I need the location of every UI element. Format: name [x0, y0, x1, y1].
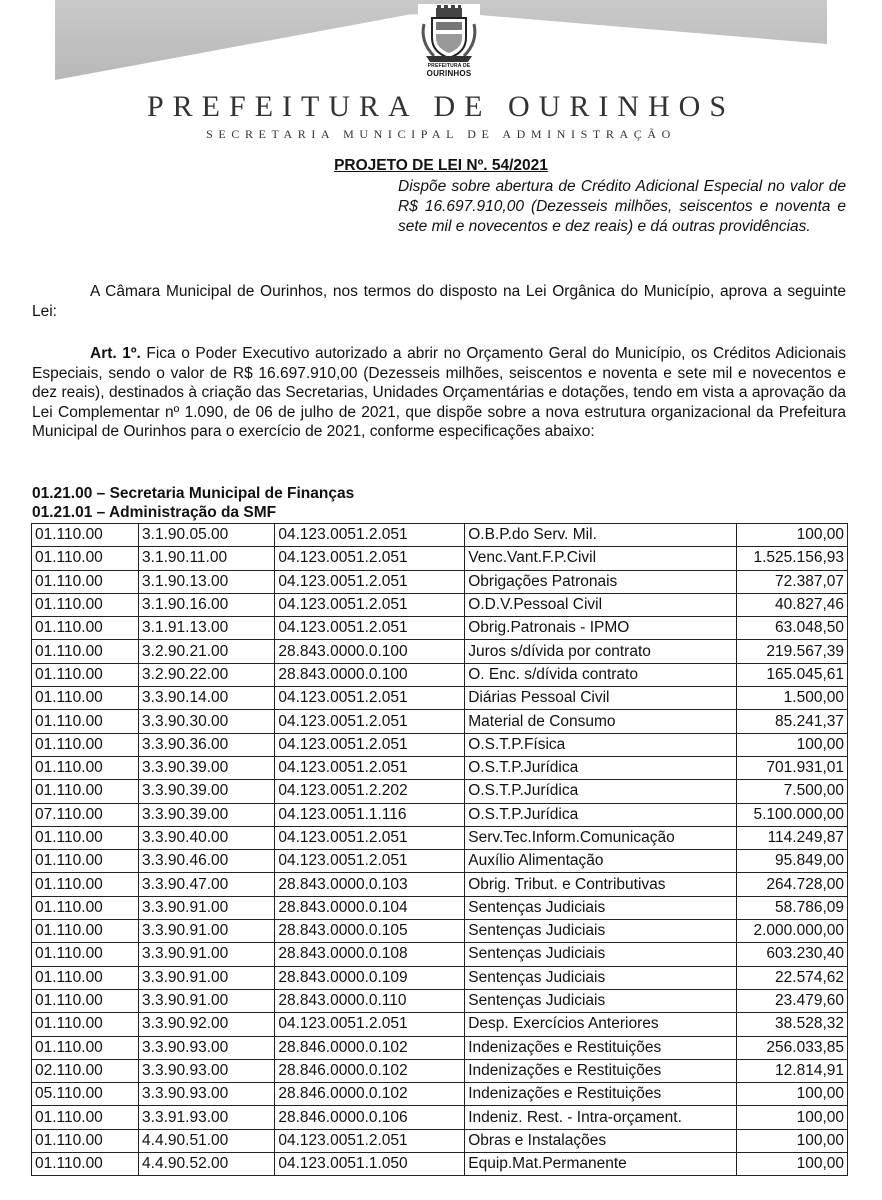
description-cell: Juros s/dívida por contrato: [465, 640, 737, 663]
coat-of-arms-icon: [418, 4, 480, 64]
source-code-cell: 07.110.00: [32, 803, 139, 826]
description-cell: Indenizações e Restituições: [465, 1083, 737, 1106]
functional-code-cell: 04.123.0051.2.051: [275, 524, 465, 547]
functional-code-cell: 04.123.0051.2.051: [275, 593, 465, 616]
functional-code-cell: 04.123.0051.2.051: [275, 687, 465, 710]
description-cell: O.S.T.P.Jurídica: [465, 803, 737, 826]
table-row: [32, 896, 848, 919]
amount-cell: 100,00: [736, 1083, 847, 1106]
economic-code-cell: 3.3.90.39.00: [139, 803, 275, 826]
economic-code-cell: 3.3.90.39.00: [139, 756, 275, 779]
functional-code-cell: 04.123.0051.2.051: [275, 1129, 465, 1152]
functional-code-cell: 04.123.0051.1.116: [275, 803, 465, 826]
table-row: [32, 756, 848, 779]
source-code-cell: 01.110.00: [32, 547, 139, 570]
section-heading-finance: 01.21.00 – Secretaria Municipal de Finanças: [32, 485, 355, 502]
description-cell: O. Enc. s/dívida contrato: [465, 663, 737, 686]
table-row: [32, 873, 848, 896]
source-code-cell: 01.110.00: [32, 756, 139, 779]
description-cell: Equip.Mat.Permanente: [465, 1153, 737, 1176]
functional-code-cell: 04.123.0051.2.051: [275, 547, 465, 570]
bill-title: PROJETO DE LEI Nº. 54/2021: [334, 157, 548, 174]
functional-code-cell: 28.843.0000.0.103: [275, 873, 465, 896]
functional-code-cell: 28.846.0000.0.102: [275, 1059, 465, 1082]
functional-code-cell: 28.843.0000.0.105: [275, 920, 465, 943]
economic-code-cell: 4.4.90.51.00: [139, 1129, 275, 1152]
economic-code-cell: 3.3.90.91.00: [139, 966, 275, 989]
table-row: [32, 1059, 848, 1082]
description-cell: Venc.Vant.F.P.Civil: [465, 547, 737, 570]
city-crest-logo: [418, 4, 480, 80]
article-label: Art. 1º.: [90, 345, 141, 362]
source-code-cell: 01.110.00: [32, 710, 139, 733]
amount-cell: 603.230,40: [736, 943, 847, 966]
description-cell: O.S.T.P.Física: [465, 733, 737, 756]
amount-cell: 100,00: [736, 1153, 847, 1176]
amount-cell: 12.814,91: [736, 1059, 847, 1082]
source-code-cell: 01.110.00: [32, 850, 139, 873]
amount-cell: 38.528,32: [736, 1013, 847, 1036]
functional-code-cell: 04.123.0051.2.051: [275, 850, 465, 873]
amount-cell: 264.728,00: [736, 873, 847, 896]
description-cell: Obrig.Patronais - IPMO: [465, 617, 737, 640]
economic-code-cell: 3.1.91.13.00: [139, 617, 275, 640]
description-cell: O.B.P.do Serv. Mil.: [465, 524, 737, 547]
description-cell: Indenizações e Restituições: [465, 1059, 737, 1082]
description-cell: Indeniz. Rest. - Intra-orçament.: [465, 1106, 737, 1129]
bill-summary: Dispõe sobre abertura de Crédito Adicional Especial no valor de R$ 16.697.910,00 (Dezesseis milhões, seiscentos e noventa e sete mil e novecentos e dez reais) e dá outras providências.: [398, 178, 846, 235]
description-cell: Sentenças Judiciais: [465, 966, 737, 989]
description-cell: Material de Consumo: [465, 710, 737, 733]
amount-cell: 58.786,09: [736, 896, 847, 919]
amount-cell: 100,00: [736, 733, 847, 756]
amount-cell: 23.479,60: [736, 989, 847, 1012]
economic-code-cell: 3.3.90.93.00: [139, 1083, 275, 1106]
functional-code-cell: 28.843.0000.0.109: [275, 966, 465, 989]
functional-code-cell: 28.846.0000.0.102: [275, 1083, 465, 1106]
functional-code-cell: 28.843.0000.0.104: [275, 896, 465, 919]
budget-table: [31, 523, 848, 1176]
table-row: [32, 1013, 848, 1036]
source-code-cell: 01.110.00: [32, 617, 139, 640]
description-cell: Sentenças Judiciais: [465, 943, 737, 966]
table-row: [32, 663, 848, 686]
source-code-cell: 01.110.00: [32, 593, 139, 616]
amount-cell: 5.100.000,00: [736, 803, 847, 826]
table-row: [32, 943, 848, 966]
source-code-cell: 01.110.00: [32, 570, 139, 593]
table-row: [32, 780, 848, 803]
economic-code-cell: 3.3.90.91.00: [139, 989, 275, 1012]
amount-cell: 1.525.156,93: [736, 547, 847, 570]
functional-code-cell: 04.123.0051.2.051: [275, 733, 465, 756]
economic-code-cell: 3.3.90.47.00: [139, 873, 275, 896]
description-cell: Serv.Tec.Inform.Comunicação: [465, 826, 737, 849]
amount-cell: 72.387,07: [736, 570, 847, 593]
description-cell: Auxílio Alimentação: [465, 850, 737, 873]
amount-cell: 85.241,37: [736, 710, 847, 733]
functional-code-cell: 04.123.0051.2.202: [275, 780, 465, 803]
economic-code-cell: 3.3.90.93.00: [139, 1036, 275, 1059]
table-row: [32, 687, 848, 710]
description-cell: Sentenças Judiciais: [465, 920, 737, 943]
source-code-cell: 01.110.00: [32, 524, 139, 547]
functional-code-cell: 04.123.0051.2.051: [275, 826, 465, 849]
economic-code-cell: 3.3.90.30.00: [139, 710, 275, 733]
functional-code-cell: 28.843.0000.0.110: [275, 989, 465, 1012]
economic-code-cell: 4.4.90.52.00: [139, 1153, 275, 1176]
preamble-paragraph: A Câmara Municipal de Ourinhos, nos termos do disposto na Lei Orgânica do Município, aprova a seguinte Lei:: [32, 283, 846, 320]
source-code-cell: 01.110.00: [32, 989, 139, 1012]
table-row: [32, 826, 848, 849]
functional-code-cell: 04.123.0051.2.051: [275, 1013, 465, 1036]
economic-code-cell: 3.1.90.13.00: [139, 570, 275, 593]
functional-code-cell: 28.843.0000.0.100: [275, 663, 465, 686]
article-text: Fica o Poder Executivo autorizado a abrir no Orçamento Geral do Município, os Créditos Adicionais Especiais, sendo o valor de R$ 16.697.910,00 (Dezesseis milhões, seiscentos e noventa e sete mil e novecentos e dez reais), destinados à criação das Secretarias, Unidades Orçamentárias e dotações, tendo em vista a aprovação da Lei Complementar nº 1.090, de 06 de julho de 2021, que dispõe sobre a nova estrutura organizacional da Prefeitura Municipal de Ourinhos para o exercício de 2021, conforme especificações abaixo:: [32, 345, 846, 440]
economic-code-cell: 3.3.90.91.00: [139, 920, 275, 943]
amount-cell: 7.500,00: [736, 780, 847, 803]
description-cell: Desp. Exercícios Anteriores: [465, 1013, 737, 1036]
table-row: [32, 803, 848, 826]
source-code-cell: 01.110.00: [32, 1129, 139, 1152]
table-row: [32, 710, 848, 733]
amount-cell: 165.045,61: [736, 663, 847, 686]
source-code-cell: 01.110.00: [32, 873, 139, 896]
description-cell: Indenizações e Restituições: [465, 1036, 737, 1059]
table-row: [32, 966, 848, 989]
amount-cell: 256.033,85: [736, 1036, 847, 1059]
table-row: [32, 524, 848, 547]
amount-cell: 114.249,87: [736, 826, 847, 849]
table-row: [32, 1083, 848, 1106]
description-cell: Sentenças Judiciais: [465, 989, 737, 1012]
source-code-cell: 01.110.00: [32, 920, 139, 943]
table-row: [32, 1106, 848, 1129]
description-cell: Obrig. Tribut. e Contributivas: [465, 873, 737, 896]
amount-cell: 100,00: [736, 1129, 847, 1152]
source-code-cell: 01.110.00: [32, 663, 139, 686]
economic-code-cell: 3.3.90.92.00: [139, 1013, 275, 1036]
amount-cell: 63.048,50: [736, 617, 847, 640]
budget-table-body: [32, 524, 848, 1176]
table-row: [32, 593, 848, 616]
functional-code-cell: 04.123.0051.1.050: [275, 1153, 465, 1176]
table-row: [32, 640, 848, 663]
table-row: [32, 920, 848, 943]
table-row: [32, 617, 848, 640]
economic-code-cell: 3.3.91.93.00: [139, 1106, 275, 1129]
table-row: [32, 570, 848, 593]
functional-code-cell: 28.846.0000.0.106: [275, 1106, 465, 1129]
table-row: [32, 1129, 848, 1152]
description-cell: O.D.V.Pessoal Civil: [465, 593, 737, 616]
letterhead-subtitle: SECRETARIA MUNICIPAL DE ADMINISTRAÇÃO: [206, 127, 676, 141]
economic-code-cell: 3.3.90.39.00: [139, 780, 275, 803]
economic-code-cell: 3.3.90.36.00: [139, 733, 275, 756]
description-cell: O.S.T.P.Jurídica: [465, 756, 737, 779]
amount-cell: 22.574,62: [736, 966, 847, 989]
functional-code-cell: 28.846.0000.0.102: [275, 1036, 465, 1059]
source-code-cell: 05.110.00: [32, 1083, 139, 1106]
source-code-cell: 01.110.00: [32, 1036, 139, 1059]
table-row: [32, 989, 848, 1012]
economic-code-cell: 3.3.90.46.00: [139, 850, 275, 873]
functional-code-cell: 28.843.0000.0.108: [275, 943, 465, 966]
source-code-cell: 01.110.00: [32, 1106, 139, 1129]
economic-code-cell: 3.3.90.14.00: [139, 687, 275, 710]
amount-cell: 100,00: [736, 1106, 847, 1129]
amount-cell: 701.931,01: [736, 756, 847, 779]
economic-code-cell: 3.3.90.91.00: [139, 943, 275, 966]
functional-code-cell: 04.123.0051.2.051: [275, 710, 465, 733]
description-cell: Sentenças Judiciais: [465, 896, 737, 919]
functional-code-cell: 04.123.0051.2.051: [275, 570, 465, 593]
description-cell: O.S.T.P.Jurídica: [465, 780, 737, 803]
source-code-cell: 01.110.00: [32, 943, 139, 966]
source-code-cell: 01.110.00: [32, 896, 139, 919]
source-code-cell: 01.110.00: [32, 966, 139, 989]
crest-caption-line2: OURINHOS: [426, 69, 472, 78]
description-cell: Obras e Instalações: [465, 1129, 737, 1152]
functional-code-cell: 04.123.0051.2.051: [275, 617, 465, 640]
functional-code-cell: 04.123.0051.2.051: [275, 756, 465, 779]
economic-code-cell: 3.3.90.93.00: [139, 1059, 275, 1082]
amount-cell: 1.500,00: [736, 687, 847, 710]
description-cell: Diárias Pessoal Civil: [465, 687, 737, 710]
source-code-cell: 02.110.00: [32, 1059, 139, 1082]
table-row: [32, 547, 848, 570]
article-1-paragraph: [32, 344, 846, 442]
letterhead-title: PREFEITURA DE OURINHOS: [146, 90, 736, 123]
table-row: [32, 850, 848, 873]
economic-code-cell: 3.3.90.40.00: [139, 826, 275, 849]
source-code-cell: 01.110.00: [32, 1153, 139, 1176]
table-row: [32, 1036, 848, 1059]
source-code-cell: 01.110.00: [32, 780, 139, 803]
economic-code-cell: 3.1.90.11.00: [139, 547, 275, 570]
source-code-cell: 01.110.00: [32, 733, 139, 756]
description-cell: Obrigações Patronais: [465, 570, 737, 593]
amount-cell: 100,00: [736, 524, 847, 547]
economic-code-cell: 3.2.90.21.00: [139, 640, 275, 663]
source-code-cell: 01.110.00: [32, 687, 139, 710]
source-code-cell: 01.110.00: [32, 1013, 139, 1036]
economic-code-cell: 3.1.90.16.00: [139, 593, 275, 616]
economic-code-cell: 3.3.90.91.00: [139, 896, 275, 919]
amount-cell: 2.000.000,00: [736, 920, 847, 943]
source-code-cell: 01.110.00: [32, 640, 139, 663]
table-row: [32, 1153, 848, 1176]
crest-caption-line1: PREFEITURA DE: [427, 63, 471, 69]
table-row: [32, 733, 848, 756]
amount-cell: 219.567,39: [736, 640, 847, 663]
amount-cell: 95.849,00: [736, 850, 847, 873]
functional-code-cell: 28.843.0000.0.100: [275, 640, 465, 663]
source-code-cell: 01.110.00: [32, 826, 139, 849]
economic-code-cell: 3.1.90.05.00: [139, 524, 275, 547]
economic-code-cell: 3.2.90.22.00: [139, 663, 275, 686]
section-heading-smf: 01.21.01 – Administração da SMF: [32, 504, 277, 521]
amount-cell: 40.827,46: [736, 593, 847, 616]
